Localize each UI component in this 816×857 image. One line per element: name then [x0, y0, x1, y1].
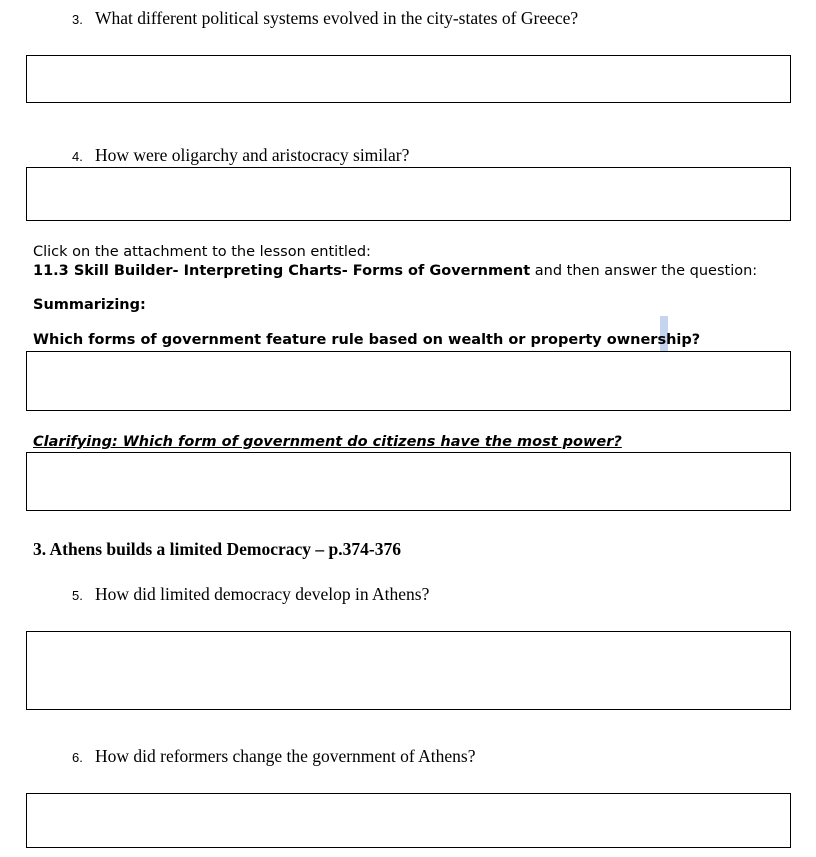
answer-box-q4[interactable]	[26, 167, 791, 221]
question-text: How did limited democracy develop in Athens?	[95, 584, 430, 604]
question-text: What different political systems evolved in the city-states of Greece?	[95, 8, 579, 28]
answer-box-q6[interactable]	[26, 793, 791, 848]
clarifying-question: Clarifying: Which form of government do citizens have the most power?	[33, 434, 622, 450]
answer-box-summarizing[interactable]	[26, 351, 791, 411]
instruction-text: Click on the attachment to the lesson entitled:	[33, 244, 371, 260]
instruction-text: and then answer the question:	[530, 263, 758, 279]
summarizing-question: Which forms of government feature rule based on wealth or property ownership?	[33, 332, 701, 348]
question-5	[72, 584, 429, 605]
answer-box-q3[interactable]	[26, 55, 791, 103]
answer-box-q5[interactable]	[26, 631, 791, 710]
question-4	[72, 145, 409, 166]
question-text: How were oligarchy and aristocracy similar?	[95, 145, 410, 165]
answer-box-clarifying[interactable]	[26, 452, 791, 511]
question-number: 6.	[72, 750, 83, 765]
question-number: 3.	[72, 12, 83, 27]
section-heading: 3. Athens builds a limited Democracy – p.374-376	[33, 539, 401, 559]
summarizing-label: Summarizing:	[33, 297, 146, 313]
question-3	[72, 8, 578, 29]
question-6	[72, 746, 476, 767]
question-number: 4.	[72, 149, 83, 164]
question-number: 5.	[72, 588, 83, 603]
attachment-title: 11.3 Skill Builder- Interpreting Charts- Forms of Government	[33, 263, 531, 279]
question-text: How did reformers change the government of Athens?	[95, 746, 476, 766]
instruction-line-2	[33, 263, 757, 279]
